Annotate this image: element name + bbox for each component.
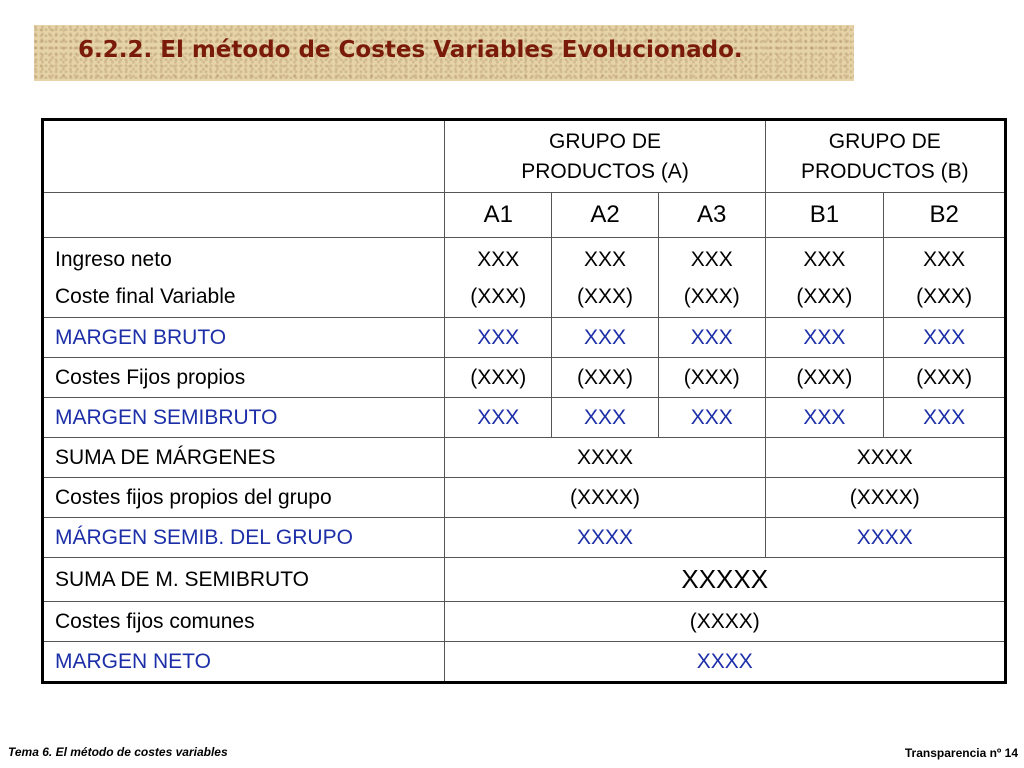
table-row-suma-semibruto: [43, 558, 1006, 602]
table-row-ingreso-coste: [43, 238, 1006, 318]
table-row-margen-bruto: [43, 318, 1006, 358]
costes-fijos-propios-label: Costes Fijos propios: [43, 358, 445, 398]
ingreso-coste-b2: [884, 238, 1006, 318]
ingreso-coste-a1: [445, 238, 552, 318]
ingreso-coste-a2: [552, 238, 659, 318]
table-row-margen-semib-grupo: [43, 518, 1006, 558]
product-b2-header: B2: [884, 193, 1006, 238]
margen-bruto-b1: XXX: [765, 318, 884, 358]
ingreso-coste-labels: [43, 238, 445, 318]
margen-semib-grupo-b: XXXX: [765, 518, 1005, 558]
group-a-header-line1: GRUPO DE: [549, 129, 662, 153]
costes-fijos-comunes-value: (XXXX): [445, 602, 1006, 642]
ingreso-b2: XXX: [923, 247, 966, 271]
table-row-costes-fijos-comunes: [43, 602, 1006, 642]
suma-margenes-group-a: XXXX: [445, 438, 765, 478]
page-title: 6.2.2. El método de Costes Variables Evolucionado.: [78, 37, 743, 63]
empty-label-cell: [43, 193, 445, 238]
table-row-margen-semibruto: [43, 398, 1006, 438]
margen-bruto-b2: XXX: [884, 318, 1006, 358]
table-row-suma-margenes: [43, 438, 1006, 478]
coste-var-b1: (XXX): [796, 284, 853, 308]
group-a-header-line2: PRODUCTOS (A): [521, 159, 689, 183]
margen-semibruto-b2: XXX: [884, 398, 1006, 438]
group-b-header-line2: PRODUCTOS (B): [800, 159, 969, 183]
coste-var-a1: (XXX): [470, 284, 527, 308]
group-b-header-line1: GRUPO DE: [828, 129, 941, 153]
coste-var-b2: (XXX): [916, 284, 973, 308]
suma-margenes-group-b: XXXX: [765, 438, 1005, 478]
margen-bruto-label: MARGEN BRUTO: [43, 318, 445, 358]
footer-topic: Tema 6. El método de costes variables: [8, 745, 228, 759]
margen-semibruto-a3: XXX: [658, 398, 765, 438]
costes-fijos-a3: (XXX): [658, 358, 765, 398]
product-b1-header: B1: [765, 193, 884, 238]
suma-semibruto-label: SUMA DE M. SEMIBRUTO: [43, 558, 445, 602]
ingreso-a2: XXX: [583, 247, 627, 271]
costes-fijos-a1: (XXX): [445, 358, 552, 398]
suma-semibruto-value: XXXXX: [445, 558, 1006, 602]
product-a1-header: A1: [445, 193, 552, 238]
margen-neto-value: XXXX: [445, 642, 1006, 683]
suma-margenes-label: SUMA DE MÁRGENES: [43, 438, 445, 478]
ingreso-neto-label: Ingreso neto: [55, 247, 172, 271]
costes-fijos-comunes-label: Costes fijos comunes: [43, 602, 445, 642]
margen-bruto-a2: XXX: [552, 318, 659, 358]
product-header-row: [43, 193, 1006, 238]
table-row-margen-neto: [43, 642, 1006, 683]
costes-fijos-grupo-b: (XXXX): [765, 478, 1005, 518]
margen-semibruto-b1: XXX: [765, 398, 884, 438]
margen-semib-grupo-label: MÁRGEN SEMIB. DEL GRUPO: [43, 518, 445, 558]
product-a3-header: A3: [658, 193, 765, 238]
margen-bruto-a1: XXX: [445, 318, 552, 358]
cost-table: [41, 118, 1007, 684]
table-row-costes-fijos-grupo: [43, 478, 1006, 518]
group-b-header: [765, 120, 1005, 193]
costes-fijos-b1: (XXX): [765, 358, 884, 398]
ingreso-a3: XXX: [690, 247, 733, 271]
margen-neto-label: MARGEN NETO: [43, 642, 445, 683]
ingreso-coste-b1: [765, 238, 884, 318]
ingreso-coste-a3: [658, 238, 765, 318]
costes-fijos-grupo-label: Costes fijos propios del grupo: [43, 478, 445, 518]
margen-semibruto-label: MARGEN SEMIBRUTO: [43, 398, 445, 438]
title-banner: [34, 25, 854, 81]
costes-fijos-a2: (XXX): [552, 358, 659, 398]
costes-fijos-grupo-a: (XXXX): [445, 478, 765, 518]
empty-corner-cell: [43, 120, 445, 193]
table-row-costes-fijos-propios: [43, 358, 1006, 398]
coste-var-a3: (XXX): [683, 284, 740, 308]
margen-semib-grupo-a: XXXX: [445, 518, 765, 558]
ingreso-a1: XXX: [477, 247, 520, 271]
coste-var-a2: (XXX): [577, 284, 634, 308]
group-a-header: [445, 120, 765, 193]
margen-bruto-a3: XXX: [658, 318, 765, 358]
costes-fijos-b2: (XXX): [884, 358, 1006, 398]
margen-semibruto-a2: XXX: [552, 398, 659, 438]
margen-semibruto-a1: XXX: [445, 398, 552, 438]
product-a2-header: A2: [552, 193, 659, 238]
coste-variable-label: Coste final Variable: [55, 284, 236, 308]
group-header-row: [43, 120, 1006, 193]
footer-slide-number: Transparencia nº 14: [904, 746, 1018, 760]
ingreso-b1: XXX: [803, 247, 846, 271]
